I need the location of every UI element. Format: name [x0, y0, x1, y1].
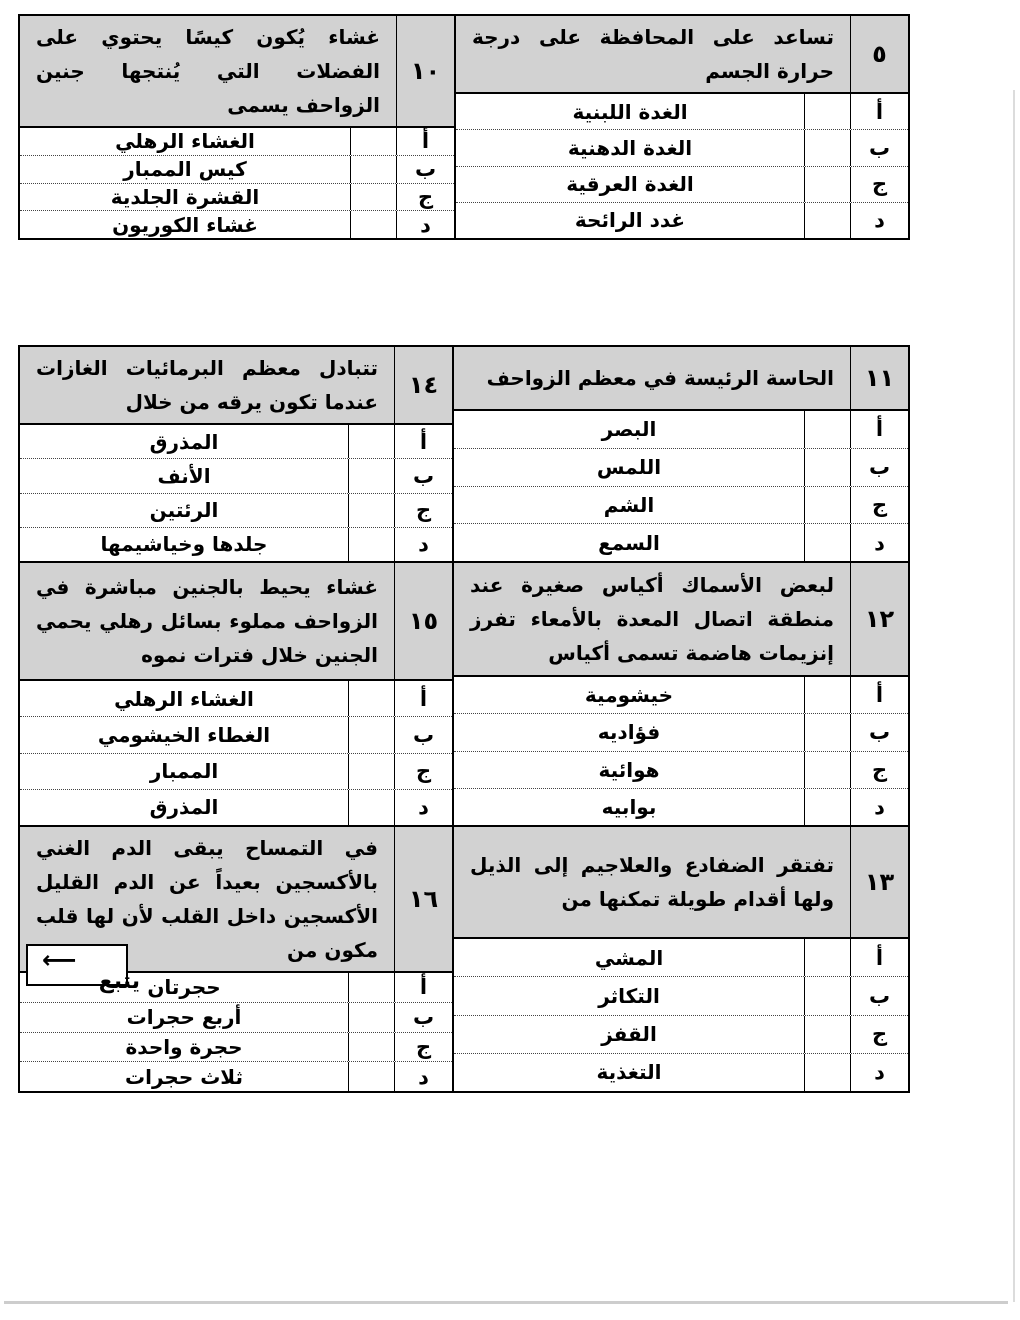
question-text-cell — [20, 563, 394, 679]
option-text: التكاثر — [598, 983, 660, 1008]
answer-mark-cell — [804, 411, 850, 448]
option-row — [454, 788, 908, 825]
option-letter: د — [850, 789, 908, 825]
scan-edge-bottom — [4, 1301, 1008, 1304]
option-text: حجرة واحدة — [125, 1034, 243, 1059]
question-11-table — [454, 347, 908, 561]
option-letter: د — [850, 524, 908, 561]
option-text: المذرق — [149, 795, 219, 820]
answer-mark-cell — [804, 524, 850, 561]
answer-mark-cell — [350, 184, 396, 211]
question-text: تفتقر الضفادع والعلاجيم إلى الذيل ولها أقدام طويلة تمكنها من — [470, 853, 834, 911]
question-11-header — [454, 347, 908, 411]
option-row — [454, 448, 908, 486]
option-text: اللمس — [596, 455, 662, 480]
option-text: بوابيه — [601, 794, 657, 819]
scan-edge-right — [1013, 90, 1015, 1302]
option-letter: ج — [394, 494, 452, 527]
right-column — [452, 347, 908, 1091]
option-row — [20, 128, 454, 155]
left-arrow-icon: ⟵ — [42, 946, 77, 974]
option-row — [20, 183, 454, 211]
option-letter: ج — [394, 1033, 452, 1062]
option-letter: ب — [850, 714, 908, 750]
question-13-table — [454, 825, 908, 1091]
answer-mark-cell — [348, 790, 394, 825]
option-row — [20, 527, 452, 561]
option-text: القشرة الجلدية — [110, 184, 260, 209]
option-text: هوائية — [598, 757, 660, 782]
answer-mark-cell — [348, 425, 394, 458]
option-row — [456, 129, 908, 165]
answer-mark-cell — [804, 487, 850, 524]
question-text-cell — [454, 563, 850, 675]
question-number: ١٣ — [850, 827, 908, 937]
question-12-header — [454, 563, 908, 677]
answer-mark-cell — [348, 1003, 394, 1032]
option-letter: ج — [394, 754, 452, 789]
question-14-table — [20, 347, 452, 561]
option-row — [456, 166, 908, 202]
option-text: غدد الرائحة — [574, 208, 686, 233]
question-number: ١٥ — [394, 563, 452, 679]
option-text: الأنف — [157, 463, 211, 488]
option-letter: ب — [850, 130, 908, 165]
option-row — [454, 523, 908, 561]
option-letter: د — [394, 1062, 452, 1091]
question-text: لبعض الأسماك أكياس صغيرة عند منطقة اتصال المعدة بالأمعاء تفرز إنزيمات هاضمة تسمى أكياس — [470, 573, 834, 665]
option-letter: أ — [850, 677, 908, 713]
option-row — [454, 713, 908, 750]
question-text-cell — [456, 16, 850, 92]
option-text: جلدها وخياشيمها — [100, 532, 268, 557]
option-letter: ب — [396, 156, 454, 183]
option-row — [454, 486, 908, 524]
option-text: الرئتين — [149, 498, 219, 523]
answer-mark-cell — [348, 459, 394, 492]
option-letter: أ — [394, 425, 452, 458]
answer-mark-cell — [804, 94, 850, 129]
answer-mark-cell — [348, 973, 394, 1002]
answer-mark-cell — [804, 130, 850, 165]
option-row — [20, 1061, 452, 1091]
question-14-header — [20, 347, 452, 425]
option-letter: د — [850, 1054, 908, 1091]
option-row — [20, 789, 452, 825]
answer-mark-cell — [348, 494, 394, 527]
answer-mark-cell — [804, 939, 850, 976]
question-15-table — [20, 561, 452, 825]
question-15-header — [20, 563, 452, 681]
option-text: الغشاء الرهلي — [115, 129, 255, 154]
answer-mark-cell — [804, 1054, 850, 1091]
option-text: الممبار — [149, 759, 219, 784]
question-text: في التمساح يبقى الدم الغني بالأكسجين بعيداً عن الدم القليل الأكسجين داخل القلب لأن لها قلب مكون من — [36, 836, 378, 962]
option-text: البصر — [601, 417, 657, 442]
option-row — [454, 976, 908, 1014]
option-letter: ب — [850, 977, 908, 1014]
option-row — [20, 458, 452, 492]
option-letter: ج — [850, 167, 908, 202]
option-letter: ب — [394, 1003, 452, 1032]
option-letter: أ — [394, 973, 452, 1002]
answer-mark-cell — [804, 1016, 850, 1053]
option-text: ثلاث حجرات — [125, 1064, 243, 1089]
option-text: التغذية — [596, 1060, 662, 1085]
option-text: الشم — [603, 492, 655, 517]
option-text: أربع حجرات — [126, 1005, 242, 1030]
option-text: القفز — [601, 1022, 657, 1047]
option-letter: ج — [850, 752, 908, 788]
question-text-cell — [454, 827, 850, 937]
answer-mark-cell — [804, 677, 850, 713]
option-text: الغطاء الخيشومي — [97, 722, 271, 747]
option-letter: ب — [394, 459, 452, 492]
option-text: حجرتان — [147, 975, 221, 1000]
question-text: تساعد على المحافظة على درجة حرارة الجسم — [472, 25, 834, 83]
question-12-table — [454, 561, 908, 825]
option-text: الغشاء الرهلي — [114, 686, 254, 711]
answer-mark-cell — [350, 156, 396, 183]
option-row — [454, 1053, 908, 1091]
answer-mark-cell — [804, 789, 850, 825]
question-number: ١٠ — [396, 16, 454, 126]
option-letter: د — [394, 528, 452, 561]
question-text-cell — [20, 347, 394, 423]
option-row — [454, 677, 908, 713]
answer-mark-cell — [804, 203, 850, 238]
question-5-table — [454, 14, 910, 240]
option-row — [454, 751, 908, 788]
option-text: الغدة العرقية — [566, 172, 694, 197]
option-text: كيس الممبار — [123, 157, 247, 182]
option-letter: أ — [396, 128, 454, 155]
answer-mark-cell — [804, 714, 850, 750]
option-row — [456, 94, 908, 129]
answer-mark-cell — [350, 211, 396, 238]
answer-mark-cell — [348, 681, 394, 716]
option-text: المذرق — [149, 429, 219, 454]
question-text-cell — [454, 347, 850, 409]
option-row — [456, 202, 908, 238]
answer-mark-cell — [350, 128, 396, 155]
option-letter: ب — [850, 449, 908, 486]
answer-mark-cell — [348, 754, 394, 789]
question-number: ١٦ — [394, 827, 452, 971]
option-letter: أ — [850, 94, 908, 129]
question-5-header — [456, 16, 908, 94]
option-row — [454, 1015, 908, 1053]
question-13-header — [454, 827, 908, 939]
question-number: ١٤ — [394, 347, 452, 423]
question-number: ١٢ — [850, 563, 908, 675]
option-row — [454, 939, 908, 976]
question-text: الحاسة الرئيسة في معظم الزواحف — [486, 366, 834, 390]
option-row — [20, 753, 452, 789]
question-number: ١١ — [850, 347, 908, 409]
option-letter: أ — [850, 411, 908, 448]
question-text: غشاء يُكون كيسًا يحتوي على الفضلات التي يُنتجها جنين الزواحف يسمى — [36, 25, 380, 117]
option-text: غشاء الكوريون — [112, 212, 258, 237]
option-row — [20, 1002, 452, 1032]
option-letter: أ — [850, 939, 908, 976]
option-text: فؤاديه — [597, 720, 661, 745]
question-text: تتبادل معظم البرمائيات الغازات عندما تكون يرقه من خلال — [36, 356, 378, 414]
option-letter: د — [396, 211, 454, 238]
option-letter: ب — [394, 717, 452, 752]
answer-mark-cell — [804, 752, 850, 788]
question-text: غشاء يحيط بالجنين مباشرة في الزواحف مملوء بسائل رهلي يحمي الجنين خلال فترات نموه — [36, 575, 378, 667]
answer-mark-cell — [348, 1062, 394, 1091]
option-row — [20, 1032, 452, 1062]
option-text: الغدة اللبنية — [572, 99, 688, 124]
option-text: خيشومية — [584, 683, 674, 708]
question-10-table — [18, 14, 454, 240]
question-text-cell — [20, 16, 396, 126]
question-10-header — [20, 16, 454, 128]
continued-label: يتبع — [98, 969, 140, 994]
option-letter: ج — [850, 487, 908, 524]
option-text: السمع — [598, 530, 660, 555]
option-text: المشي — [594, 945, 664, 970]
option-letter: د — [850, 203, 908, 238]
option-letter: أ — [394, 681, 452, 716]
option-row — [20, 681, 452, 716]
main-section — [18, 345, 910, 1093]
answer-mark-cell — [804, 167, 850, 202]
option-row — [454, 411, 908, 448]
answer-mark-cell — [348, 528, 394, 561]
option-text: الغدة الدهنية — [567, 135, 693, 160]
continued-box — [26, 944, 140, 994]
option-row — [20, 210, 454, 238]
question-number: ٥ — [850, 16, 908, 92]
option-letter: ج — [850, 1016, 908, 1053]
answer-mark-cell — [804, 449, 850, 486]
option-row — [20, 493, 452, 527]
option-row — [20, 155, 454, 183]
top-section — [18, 14, 910, 240]
option-row — [20, 425, 452, 458]
answer-mark-cell — [348, 717, 394, 752]
answer-mark-cell — [804, 977, 850, 1014]
option-row — [20, 716, 452, 752]
option-letter: ج — [396, 184, 454, 211]
answer-mark-cell — [348, 1033, 394, 1062]
option-letter: د — [394, 790, 452, 825]
